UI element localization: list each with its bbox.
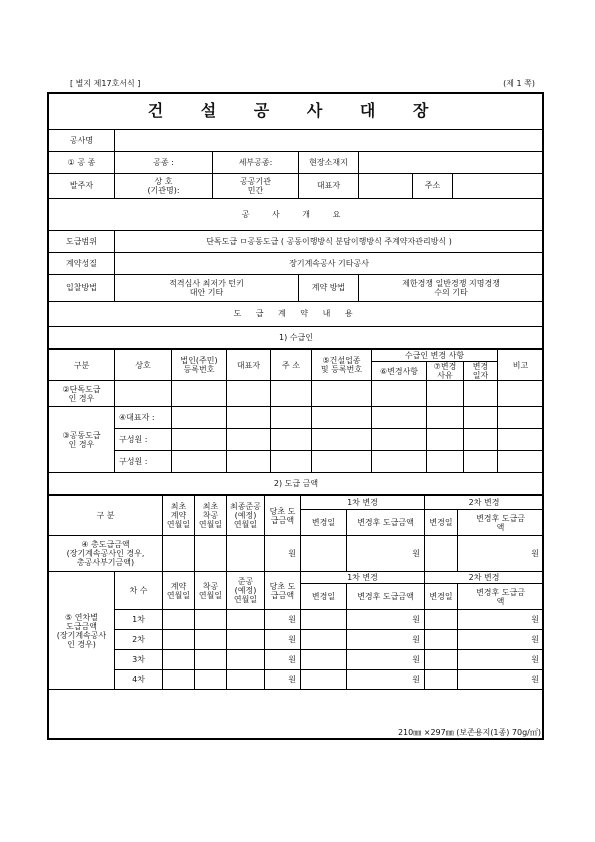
col-contract-date: 계약 연월일 xyxy=(163,572,195,610)
cell[interactable] xyxy=(312,407,372,429)
cell[interactable] xyxy=(427,407,464,429)
cell[interactable] xyxy=(372,451,427,473)
orderer-rep-label: 대표자 xyxy=(299,174,359,199)
cell[interactable] xyxy=(425,650,458,670)
won-unit: 원 xyxy=(347,670,425,690)
cell[interactable] xyxy=(464,407,498,429)
contract-range-label: 도급범위 xyxy=(49,231,115,253)
col-changed-amount: 변경후 도급금 액 xyxy=(458,510,544,536)
cell[interactable] xyxy=(464,451,498,473)
col-change-date: 변경일 xyxy=(425,584,458,610)
site-location-field[interactable] xyxy=(359,152,544,174)
total-amount-label: ④ 총도급금액 (장기계속공사인 경우, 총공사부기금액) xyxy=(49,536,163,572)
won-unit: 원 xyxy=(458,650,544,670)
cell[interactable] xyxy=(425,630,458,650)
year-round: 2차 xyxy=(115,630,163,650)
cell[interactable] xyxy=(425,536,458,572)
cell[interactable] xyxy=(271,429,312,451)
cell[interactable] xyxy=(427,451,464,473)
cell[interactable] xyxy=(163,536,195,572)
cell[interactable] xyxy=(312,381,372,407)
won-unit: 원 xyxy=(347,536,425,572)
second-change-header: 2차 변경 xyxy=(425,572,544,584)
year-round: 4차 xyxy=(115,670,163,690)
project-name-field[interactable] xyxy=(115,130,544,152)
contract-content-heading: 도 급 계 약 내 용 xyxy=(49,302,544,327)
cell[interactable] xyxy=(498,451,544,473)
cell[interactable] xyxy=(163,670,195,690)
cell[interactable] xyxy=(271,407,312,429)
orderer-addr-field[interactable] xyxy=(453,174,544,199)
col-change-date: 변경일 xyxy=(301,510,347,536)
second-change-header: 2차 변경 xyxy=(425,496,544,510)
won-unit: 원 xyxy=(265,670,301,690)
cell[interactable] xyxy=(427,429,464,451)
col-reg-no: 법인(주민) 등록번호 xyxy=(172,350,227,381)
bid-method-label: 입찰방법 xyxy=(49,275,115,302)
won-unit: 원 xyxy=(458,536,544,572)
form-number: [ 별지 제17호서식 ] xyxy=(70,79,141,88)
cell[interactable] xyxy=(498,429,544,451)
contract-nature-label: 계약성질 xyxy=(49,253,115,275)
col-start-date: 착공 연월일 xyxy=(195,572,227,610)
orderer-rep-field[interactable] xyxy=(359,174,413,199)
cell[interactable] xyxy=(195,536,227,572)
cell[interactable] xyxy=(227,381,271,407)
cell[interactable] xyxy=(195,630,227,650)
cell[interactable] xyxy=(271,381,312,407)
orderer-name-label: 상 호 (기관명): xyxy=(115,174,213,199)
yearly-amount-label: ⑤ 연차별 도급금액 (장기계속공사 인 경우) xyxy=(49,572,115,690)
cell[interactable] xyxy=(227,630,265,650)
cell[interactable] xyxy=(163,610,195,630)
col-remarks: 비고 xyxy=(498,350,544,381)
work-type-field[interactable]: 공종 : xyxy=(115,152,213,174)
cell[interactable] xyxy=(227,407,271,429)
cell[interactable] xyxy=(301,670,347,690)
col-change-date: 변경일 xyxy=(425,510,458,536)
col-completion-date: 준공 (예정) 연월일 xyxy=(227,572,265,610)
col-changed-amount: 변경후 도급금액 xyxy=(347,584,425,610)
cell[interactable] xyxy=(425,610,458,630)
cell[interactable] xyxy=(427,381,464,407)
joint-rep-label: ④대표자 : xyxy=(115,407,172,429)
work-type-label: ① 공 종 xyxy=(49,152,115,174)
col-final-completion: 최종준공 (예정) 연월일 xyxy=(227,496,265,536)
overview-heading: 공 사 개 요 xyxy=(49,199,544,231)
contract-nature-options[interactable]: 장기계속공사 기타공사 xyxy=(115,253,544,275)
won-unit: 원 xyxy=(347,630,425,650)
cell[interactable] xyxy=(227,536,265,572)
bid-method-options[interactable]: 적격심사 최저가 턴키 대안 기타 xyxy=(115,275,299,302)
won-unit: 원 xyxy=(458,630,544,650)
col-change-group: 수급인 변경 사항 xyxy=(372,350,498,362)
cell[interactable] xyxy=(464,429,498,451)
col-division: 구 분 xyxy=(49,496,163,536)
col-business-type: ⑤건설업종 및 등록번호 xyxy=(312,350,372,381)
col-change-date: 변경 일자 xyxy=(464,362,498,381)
cell[interactable] xyxy=(372,381,427,407)
sub-work-type-field[interactable]: 세부공종: xyxy=(213,152,299,174)
col-company: 상호 xyxy=(115,350,172,381)
cell[interactable] xyxy=(227,650,265,670)
cell[interactable] xyxy=(271,451,312,473)
col-original-amount: 당초 도 급금액 xyxy=(265,572,301,610)
cell[interactable] xyxy=(172,451,227,473)
col-address: 주 소 xyxy=(271,350,312,381)
cell[interactable] xyxy=(227,610,265,630)
contract-method-label: 계약 방법 xyxy=(299,275,359,302)
cell[interactable] xyxy=(227,451,271,473)
cell[interactable] xyxy=(163,650,195,670)
amount-section-title: 2) 도급 금액 xyxy=(49,473,544,495)
cell[interactable] xyxy=(227,429,271,451)
cell[interactable] xyxy=(227,670,265,690)
col-division: 구분 xyxy=(49,350,115,381)
col-rep: 대표자 xyxy=(227,350,271,381)
joint-member-label: 구성원 : xyxy=(115,451,172,473)
won-unit: 원 xyxy=(347,610,425,630)
cell[interactable] xyxy=(172,429,227,451)
orderer-label: 발주자 xyxy=(49,174,115,199)
project-name-label: 공사명 xyxy=(49,130,115,152)
row-joint-contract: ③공동도급 인 경우 xyxy=(49,407,115,473)
paper-spec-note: 210㎜ ×297㎜ (보존용지(1종) 70g/㎡) xyxy=(397,728,541,737)
cell[interactable] xyxy=(498,381,544,407)
col-changed-amount: 변경후 도급금 액 xyxy=(458,584,544,610)
cell[interactable] xyxy=(195,610,227,630)
cell[interactable] xyxy=(195,670,227,690)
won-unit: 원 xyxy=(458,670,544,690)
cell[interactable] xyxy=(372,429,427,451)
col-changed-amount: 변경후 도급금액 xyxy=(347,510,425,536)
contract-range-options[interactable]: 단독도급 ㅁ공동도급 ( 공동이행방식 분담이행방식 주계약자관리방식 ) xyxy=(115,231,544,253)
contractor-section-title: 1) 수급인 xyxy=(49,327,544,349)
won-unit: 원 xyxy=(265,630,301,650)
cell[interactable] xyxy=(172,381,227,407)
document-title: 건 설 공 사 대 장 xyxy=(49,94,544,130)
won-unit: 원 xyxy=(265,536,301,572)
site-location-label: 현장소재지 xyxy=(299,152,359,174)
year-round: 1차 xyxy=(115,610,163,630)
cell[interactable] xyxy=(301,610,347,630)
orderer-kind[interactable]: 공공기관 민간 xyxy=(213,174,299,199)
cell[interactable] xyxy=(312,451,372,473)
cell[interactable] xyxy=(301,630,347,650)
cell[interactable] xyxy=(115,381,172,407)
form-header xyxy=(50,78,547,91)
won-unit: 원 xyxy=(458,610,544,630)
first-change-header: 1차 변경 xyxy=(301,496,425,510)
cell[interactable] xyxy=(498,407,544,429)
form-table xyxy=(48,93,544,349)
cell[interactable] xyxy=(372,407,427,429)
col-round: 차 수 xyxy=(115,572,163,610)
cell[interactable] xyxy=(163,630,195,650)
first-change-header: 1차 변경 xyxy=(301,572,425,584)
cell[interactable] xyxy=(425,670,458,690)
amount-table xyxy=(48,495,544,690)
cell[interactable] xyxy=(172,407,227,429)
cell[interactable] xyxy=(301,536,347,572)
won-unit: 원 xyxy=(265,650,301,670)
orderer-addr-label: 주소 xyxy=(413,174,453,199)
cell[interactable] xyxy=(464,381,498,407)
won-unit: 원 xyxy=(347,650,425,670)
row-single-contract: ②단독도급 인 경우 xyxy=(49,381,115,407)
col-change-date: 변경일 xyxy=(301,584,347,610)
col-change-reason: ⑦변경 사유 xyxy=(427,362,464,381)
contract-method-options[interactable]: 제한경쟁 일반경쟁 지명경쟁 수의 기타 xyxy=(359,275,544,302)
cell[interactable] xyxy=(312,429,372,451)
page-number: (제 1 쪽) xyxy=(503,79,535,88)
col-first-start: 최초 착공 연월일 xyxy=(195,496,227,536)
joint-member-label: 구성원 : xyxy=(115,429,172,451)
year-round: 3차 xyxy=(115,650,163,670)
cell[interactable] xyxy=(301,650,347,670)
col-original-amount: 당초 도 급금액 xyxy=(265,496,301,536)
contractor-table xyxy=(48,349,544,495)
won-unit: 원 xyxy=(265,610,301,630)
col-change-item: ⑥변경사항 xyxy=(372,362,427,381)
col-first-contract: 최초 계약 연월일 xyxy=(163,496,195,536)
cell[interactable] xyxy=(195,650,227,670)
form-body xyxy=(48,93,543,739)
